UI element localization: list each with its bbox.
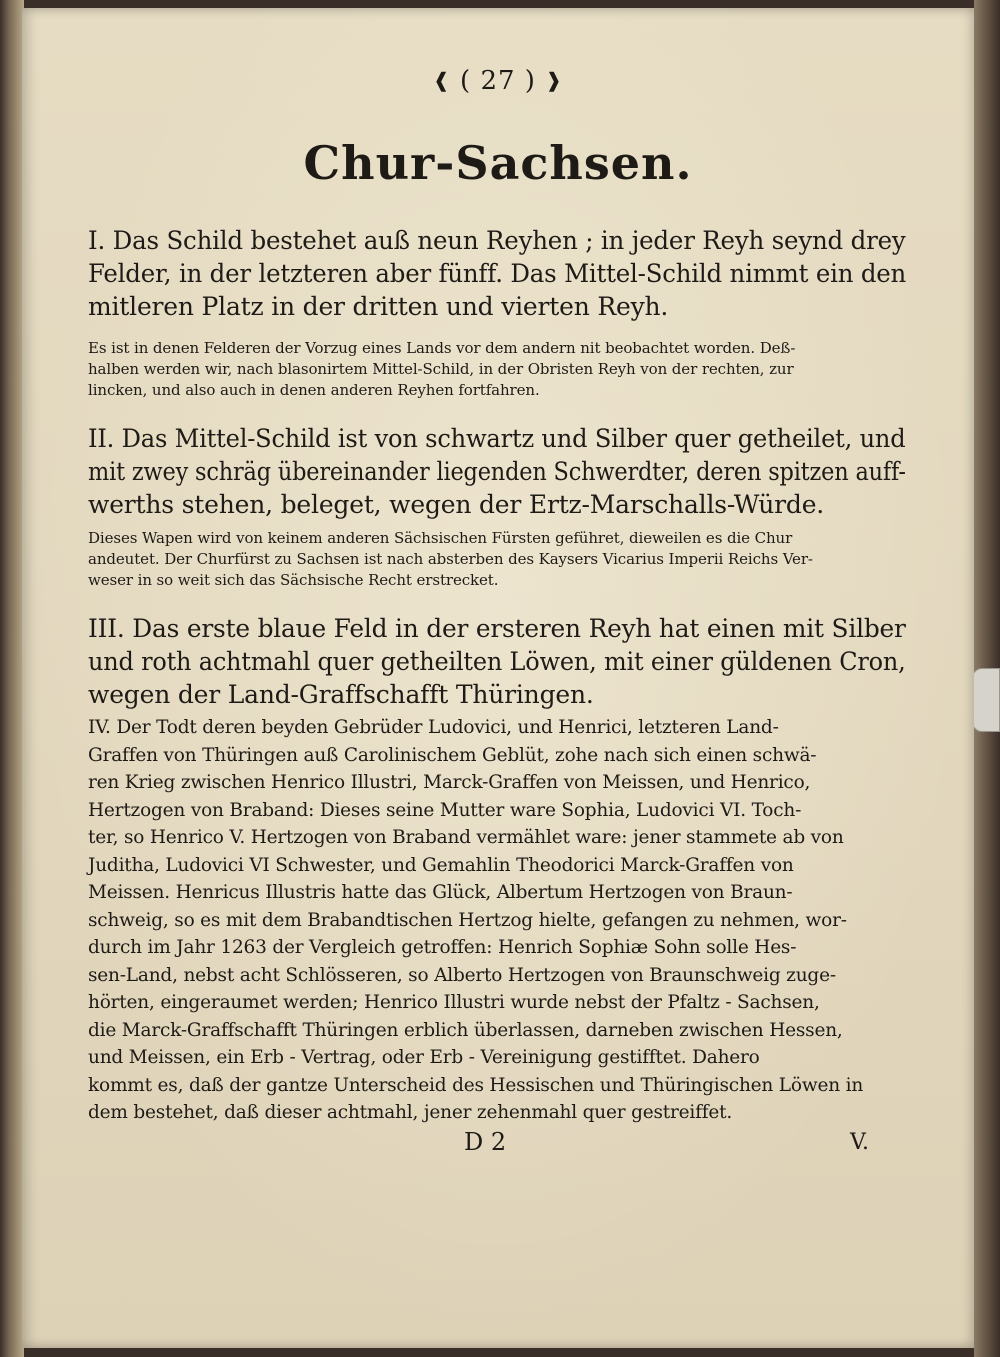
section-iv <box>88 714 906 1127</box>
section-iv-line: sen-Land, nebst acht Schlösseren, so Alberto Hertzogen von Braunschweig zuge- <box>88 964 836 986</box>
section-i <box>88 224 906 323</box>
section-iii-line: wegen der Land-Graffschafft Thüringen. <box>88 680 594 709</box>
ornament-right-icon: ❱ <box>545 68 563 92</box>
section-iii-line: III. Das erste blaue Feld in der ersteren Reyh hat einen mit Silber <box>88 614 906 643</box>
section-iv-line: ter, so Henrico V. Hertzogen von Braband vermählet ware: jener stammete ab von <box>88 827 844 848</box>
note-2-line: andeutet. Der Churfürst zu Sachsen ist nach absterben des Kaysers Vicarius Imperii Reichs Ver- <box>88 550 813 568</box>
binding-clip <box>972 668 1000 732</box>
section-iv-line: kommt es, daß der gantze Unterscheid des Hessischen und Thüringischen Löwen in <box>88 1074 864 1096</box>
section-iii-line: und roth achtmahl quer getheilten Löwen, mit einer güldenen Cron, <box>88 647 906 676</box>
section-iii <box>88 612 906 711</box>
section-i-line: mitleren Platz in der dritten und vierten Reyh. <box>88 292 669 321</box>
section-iv-line: IV. Der Todt deren beyden Gebrüder Ludovici, und Henrici, letzteren Land- <box>88 717 779 738</box>
note-1-line: Es ist in denen Felderen der Vorzug eines Lands vor dem andern nit beobachtet worden. Deß- <box>88 339 796 357</box>
page-title: Chur-Sachsen. <box>303 136 693 190</box>
catchword: V. <box>850 1130 870 1155</box>
page-number-header: ❰ ( 27 ) ❱ <box>433 66 563 96</box>
section-iv-line: ren Krieg zwischen Henrico Illustri, Marck-Graffen von Meissen, und Henrico, <box>88 772 811 793</box>
note-2-line: Dieses Wapen wird von keinem anderen Sächsischen Fürsten geführet, dieweilen es die Chur <box>88 529 793 547</box>
ornament-left-icon: ❰ <box>433 68 451 92</box>
section-iv-line: Juditha, Ludovici VI Schwester, und Gemahlin Theodorici Marck-Graffen von <box>88 854 794 876</box>
section-iv-line: Hertzogen von Braband: Dieses seine Mutter ware Sophia, Ludovici VI. Toch- <box>88 799 802 821</box>
note-2 <box>88 528 906 591</box>
note-1 <box>88 338 906 401</box>
section-ii-line: II. Das Mittel-Schild ist von schwartz und Silber quer getheilet, und <box>88 424 906 453</box>
section-i-line: Felder, in der letzteren aber fünff. Das Mittel-Schild nimmt ein den <box>88 259 907 288</box>
note-1-line: lincken, und also auch in denen anderen Reyhen fortfahren. <box>88 381 540 399</box>
page-number: 27 <box>480 66 516 96</box>
page-sheet <box>22 8 974 1348</box>
section-iv-line: durch im Jahr 1263 der Vergleich getroffen: Henrich Sophiæ Sohn solle Hes- <box>88 937 797 958</box>
section-ii-line: werths stehen, beleget, wegen der Ertz-Marschalls-Würde. <box>88 490 825 519</box>
signature-mark: D 2 <box>464 1128 507 1156</box>
section-iv-line: und Meissen, ein Erb - Vertrag, oder Erb - Vereinigung gestifftet. Dahero <box>88 1047 760 1068</box>
section-iv-line: Meissen. Henricus Illustris hatte das Glück, Albertum Hertzogen von Braun- <box>88 882 793 903</box>
section-ii-line: mit zwey schräg übereinander liegenden Schwerdter, deren spitzen auff- <box>88 457 906 486</box>
left-page-edge <box>0 0 24 1357</box>
section-iv-line: Graffen von Thüringen auß Carolinischem Geblüt, zohe nach sich einen schwä- <box>88 744 817 766</box>
section-ii <box>88 422 906 521</box>
section-iv-line: die Marck-Graffschafft Thüringen erblich überlassen, darneben zwischen Hessen, <box>88 1019 843 1041</box>
section-iv-line: schweig, so es mit dem Brabandtischen Hertzog hielte, gefangen zu nehmen, wor- <box>88 909 847 931</box>
section-iv-line: dem bestehet, daß dieser achtmahl, jener zehenmahl quer gestreiffet. <box>88 1102 733 1123</box>
section-i-line: I. Das Schild bestehet auß neun Reyhen ; in jeder Reyh seynd drey <box>88 226 906 255</box>
note-1-line: halben werden wir, nach blasonirtem Mittel-Schild, in der Obristen Reyh von der rechten, zur <box>88 360 794 378</box>
note-2-line: weser in so weit sich das Sächsische Recht erstrecket. <box>88 571 499 589</box>
section-iv-line: hörten, eingeraumet werden; Henrico Illustri wurde nebst der Pfaltz - Sachsen, <box>88 992 820 1013</box>
